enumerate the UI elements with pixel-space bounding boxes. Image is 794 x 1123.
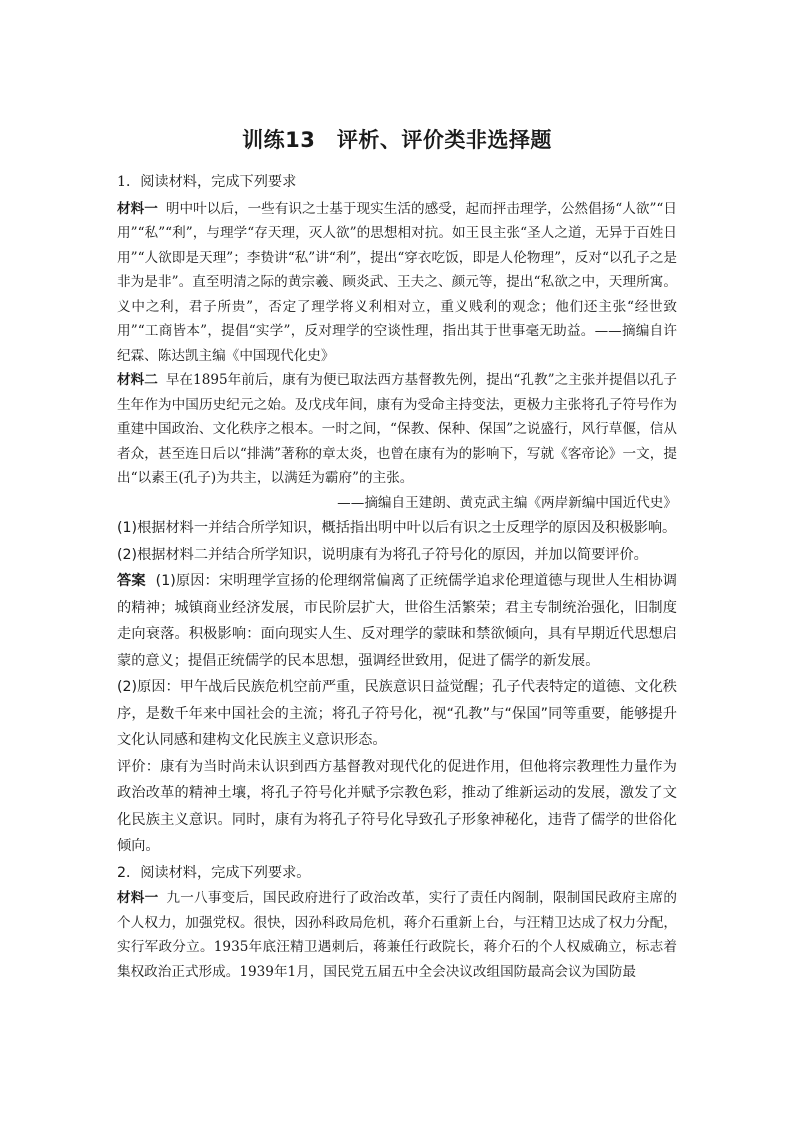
content-body [117, 170, 677, 984]
q1-answer-2: (2)原因：甲午战后民族危机空前严重，民族意识日益觉醒；孔子代表特定的道德、文化秩序，是数千年来中国社会的主流；将孔子符号化，视“孔教”与“保国”同等重要，能够提升文化认同感和建构文化民族主义意识形态。 [117, 679, 677, 748]
answer-1-text: (1)原因：宋明理学宣扬的伦理纲常偏离了正统儒学追求伦理道德与现世人生相协调的精神；城镇商业经济发展，市民阶层扩大，世俗生活繁荣；君主专制统治强化，旧制度走向衰落。积极影响：面向现实人生、反对理学的蒙昧和禁欲倾向，具有早期近代思想启蒙的意义；提倡正统儒学的民本思想，强调经世致用，促进了儒学的新发展。 [117, 573, 677, 669]
answer-label: 答案 [117, 573, 146, 589]
q1-material-2-source: ——摘编自王建朗、黄克武主编《两岸新编中国近代史》 [337, 494, 677, 511]
q1-material-1-text: 明中叶以后，一些有识之士基于现实生活的感受，起而抨击理学，公然倡扬“人欲”“日用”“私”“利”，与理学“存天理，灭人欲”的思想相对抗。如王艮主张“圣人之道，无异于百姓日用”“人欲即是天理”；李贽讲“私”讲“利”，提出“穿衣吃饭，即是人伦物理”，反对“以孔子之是非为是非”。直至明清之际的黄宗羲、顾炎武、王夫之、颜元等，提出“私欲之中，天理所寓。义中之利，君子所贵”，否定了理学将义利相对立，重义贱利的观念；他们还主张“经世致用”“工商皆本”，提倡“实学”，反对理学的空谈性理，指出其于世事毫无助益。 [117, 200, 677, 339]
q2-material-1-text: 九一八事变后，国民政府进行了政治改革，实行了责任内阁制，限制国民政府主席的个人权力，加强党权。很快，因孙科政局危机，蒋介石重新上台，与汪精卫达成了权力分配，实行军政分立。1935年底汪精卫遇刺后，蒋兼任行政院长，蒋介石的个人权威确立，标志着集权政治正式形成。1939年1月，国民党五届五中全会决议改组国防最高会议为国防最 [117, 890, 678, 980]
q1-answer-1 [117, 568, 677, 674]
q1-material-2 [117, 368, 677, 491]
q1-material-1-source: ——摘编自许纪霖、陈达凯主编《中国现代化史》 [117, 323, 678, 364]
q1-material-2-text: 早在1895年前后，康有为便已取法西方基督教先例，提出“孔教”之主张并提倡以孔子生年作为中国历史纪元之始。及戊戌年间，康有为受命主持变法，更极力主张将孔子符号作为重建中国政治、文化秩序之根本。一时之间，“保教、保种、保国”之说盛行，风行草偃，信从者众，甚至连日后以“排满”著称的章太炎，也曾在康有为的影响下，写就《客帝论》一文，提出“以素王(孔子)为共主，以满廷为霸府”的主张。 [117, 372, 677, 486]
question-2-heading: 2．阅读材料，完成下列要求。 [117, 864, 311, 881]
q1-material-2-label: 材料二 [117, 372, 158, 388]
q1-requirement-2: (2)根据材料二并结合所学知识，说明康有为将孔子符号化的原因，并加以简要评价。 [117, 546, 648, 563]
q2-material-1 [117, 886, 677, 984]
q2-material-1-label: 材料一 [117, 890, 159, 906]
page-title: 训练13 评析、评价类非选择题 [242, 128, 552, 152]
q1-answer-3: 评价：康有为当时尚未认识到西方基督教对现代化的促进作用，但他将宗教理性力量作为政治改革的精神土壤，将孔子符号化并赋予宗教色彩，推动了维新运动的发展，激发了文化民族主义意识。同时，康有为将孔子符号化导致孔子形象神秘化，违背了儒学的世俗化倾向。 [117, 758, 677, 854]
question-1-heading: 1．阅读材料，完成下列要求 [117, 174, 297, 190]
q1-requirement-1: (1)根据材料一并结合所学知识，概括指出明中叶以后有识之士反理学的原因及积极影响。 [117, 520, 677, 536]
q1-material-1-label: 材料一 [117, 200, 158, 217]
q1-material-1 [117, 197, 677, 369]
